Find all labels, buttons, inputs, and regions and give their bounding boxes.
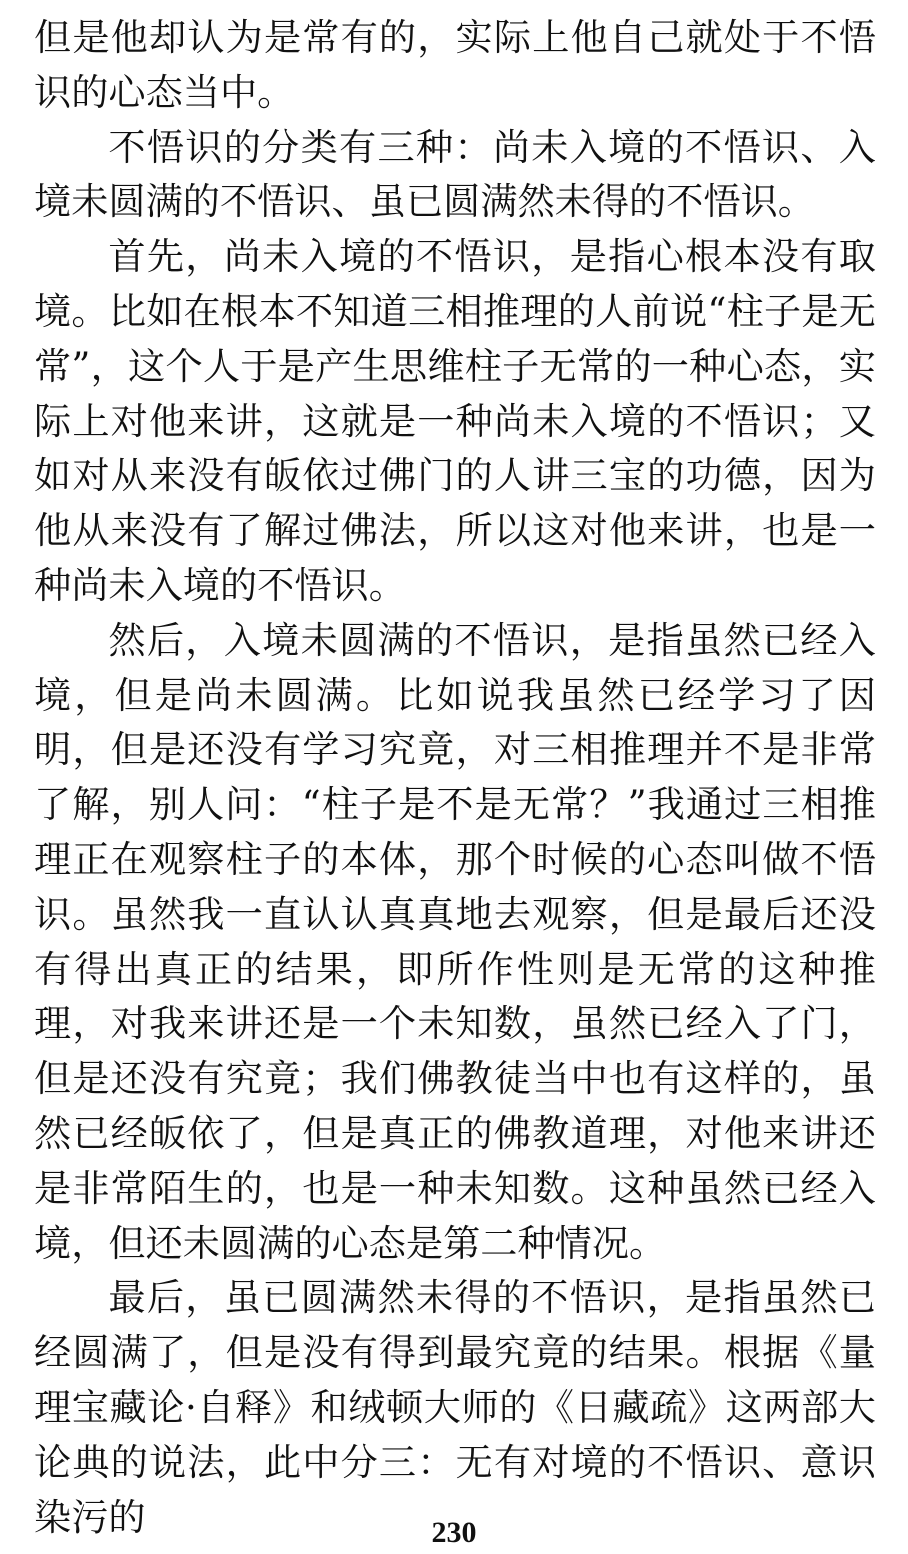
body-text — [34, 10, 876, 1544]
paragraph-5: 最后，虽已圆满然未得的不悟识，是指虽然已经圆满了，但是没有得到最究竟的结果。根据《量理宝藏论·自释》和绒顿大师的《日藏疏》这两部大论典的说法，此中分三：无有对境的不悟识、意识染污的 — [34, 1275, 876, 1539]
paragraph-1: 但是他却认为是常有的，实际上他自己就处于不悟识的心态当中。 — [34, 15, 876, 114]
paragraph-2: 不悟识的分类有三种：尚未入境的不悟识、入境未圆满的不悟识、虽已圆满然未得的不悟识。 — [34, 124, 876, 224]
paragraph-3: 首先，尚未入境的不悟识，是指心根本没有取境。比如在根本不知道三相推理的人前说“柱子是无常”，这个人于是产生思维柱子无常的一种心态，实际上对他来讲，这就是一种尚未入境的不悟识；又如对从来没有皈依过佛门的人讲三宝的功德，因为他从来没有了解过佛法，所以这对他来讲，也是一种尚未入境的不悟识。 — [34, 234, 876, 607]
page-number: 230 — [431, 1516, 477, 1549]
paragraph-4: 然后，入境未圆满的不悟识，是指虽然已经入境，但是尚未圆满。比如说我虽然已经学习了因明，但是还没有学习究竟，对三相推理并不是非常了解，别人问：“柱子是不是无常？”我通过三相推理正在观察柱子的本体，那个时候的心态叫做不悟识。虽然我一直认认真真地去观察，但是最后还没有得出真正的结果，即所作性则是无常的这种推理，对我来讲还是一个未知数，虽然已经入了门，但是还没有究竟；我们佛教徒当中也有这样的，虽然已经皈依了，但是真正的佛教道理，对他来讲还是非常陌生的，也是一种未知数。这种虽然已经入境，但还未圆满的心态是第二种情况。 — [34, 617, 876, 1265]
